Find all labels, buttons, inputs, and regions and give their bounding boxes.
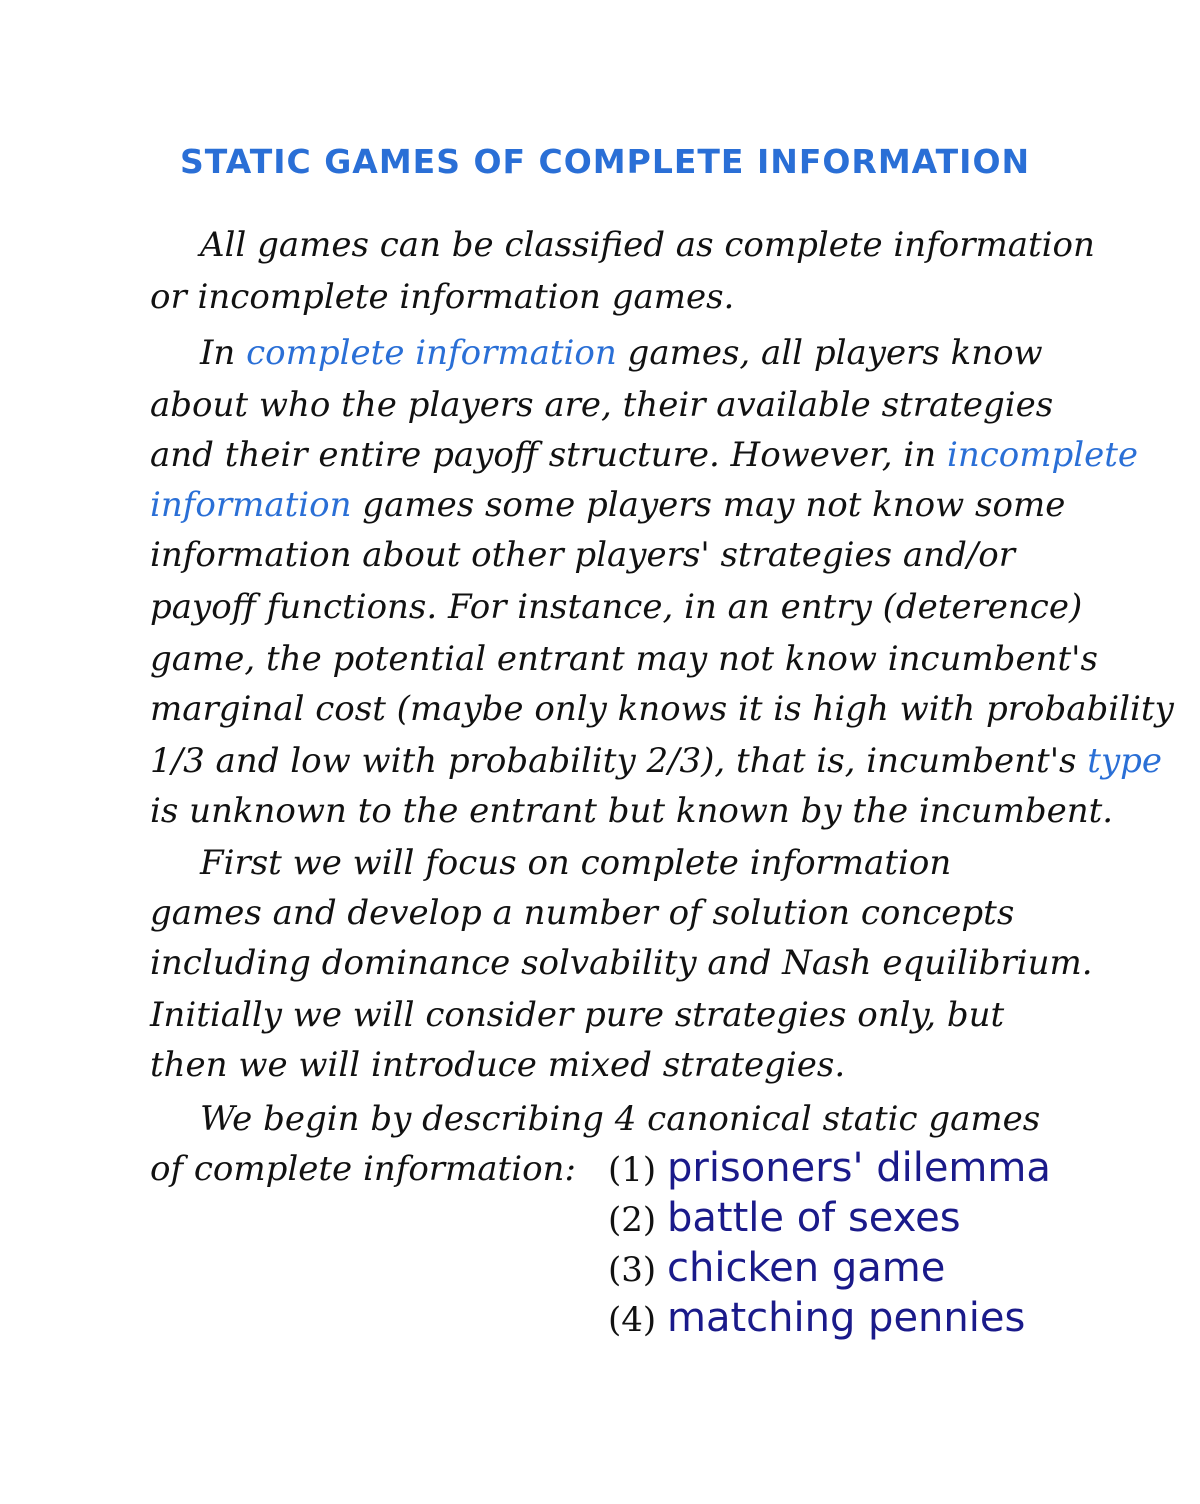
p2-line-9-a: 1/3 and low with probability 2/3), that is, incumbent's	[150, 741, 1088, 781]
game-name: chicken game	[666, 1245, 946, 1291]
p3-line-3: including dominance solvability and Nash equilibrium.	[150, 943, 1093, 983]
p2-line-1	[200, 333, 1043, 373]
p2-line-3	[150, 435, 1139, 475]
p2-line-1-a: In	[200, 333, 247, 373]
p1-line-2: or incomplete information games.	[150, 277, 735, 317]
p2-line-2: about who the players are, their available strategies	[150, 385, 1054, 425]
p2-line-10: is unknown to the entrant but known by the incumbent.	[150, 791, 1114, 831]
game-number: (2)	[608, 1200, 657, 1240]
p2-line-9	[150, 741, 1163, 781]
term-complete-information: complete information	[246, 333, 617, 373]
term-type: type	[1087, 741, 1163, 781]
game-number: (1)	[608, 1150, 657, 1190]
p2-line-1-b: games, all players know	[616, 333, 1043, 373]
p2-line-5: information about other players' strategies and/or	[150, 535, 1016, 575]
term-incomplete: incomplete	[946, 435, 1139, 475]
page-title: STATIC GAMES OF COMPLETE INFORMATION	[180, 142, 1031, 181]
game-name: prisoners' dilemma	[666, 1145, 1051, 1191]
p3-line-5: then we will introduce mixed strategies.	[150, 1045, 846, 1085]
p2-line-6: payoff functions. For instance, in an entry (deterence)	[150, 587, 1083, 627]
game-item-1	[608, 1145, 1051, 1191]
p3-line-2: games and develop a number of solution concepts	[150, 893, 1015, 933]
game-item-2	[608, 1195, 961, 1241]
p4-line-1: We begin by describing 4 canonical static games	[200, 1099, 1041, 1139]
game-name: battle of sexes	[666, 1195, 961, 1241]
game-number: (4)	[608, 1300, 657, 1340]
p2-line-7: game, the potential entrant may not know incumbent's	[150, 639, 1098, 679]
p1-line-1: All games can be classified as complete information	[200, 225, 1095, 265]
p2-line-8: marginal cost (maybe only knows it is high with probability	[150, 689, 1174, 729]
game-item-4	[608, 1295, 1026, 1341]
game-name: matching pennies	[666, 1295, 1026, 1341]
game-number: (3)	[608, 1250, 657, 1290]
term-information: information	[150, 485, 352, 525]
p2-line-3-a: and their entire payoff structure. However, in	[150, 435, 947, 475]
p2-line-4-b: games some players may not know some	[351, 485, 1066, 525]
p3-line-1: First we will focus on complete information	[200, 843, 952, 883]
p4-line-2: of complete information:	[150, 1149, 576, 1189]
p2-line-4	[150, 485, 1066, 525]
game-item-3	[608, 1245, 946, 1291]
p3-line-4: Initially we will consider pure strategies only, but	[150, 995, 1005, 1035]
